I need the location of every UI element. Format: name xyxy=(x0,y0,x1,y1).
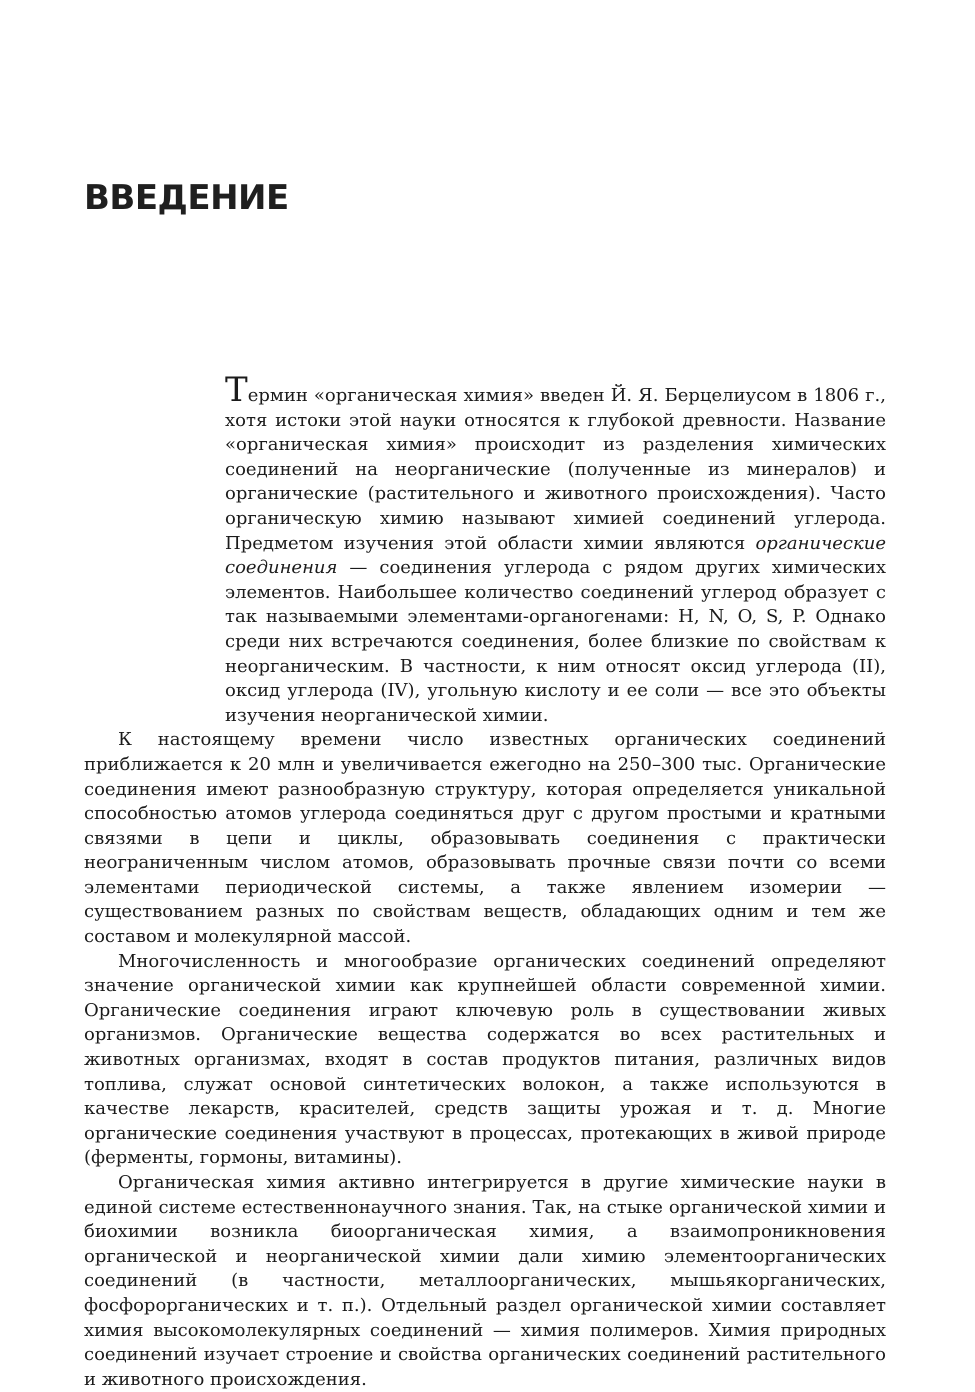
paragraph-1-text: ермин «органическая химия» введен Й. Я. Берцелиусом в 1806 г., хотя истоки этой науки относятся к глубокой древности. Название «органическая химия» происходит из разделения химических соединений на неорганические (полученные из минералов) и органические (растительного и животного происхождения). Часто органическую химию называют химией соединений углерода. Предметом изучения этой области химии являются xyxy=(225,385,886,554)
paragraph-4: Органическая химия активно интегрируется в другие химические науки в единой системе естественнонаучного знания. Так, на стыке органической химии и биохимии возникла биоорганическая химия, а взаимопроникновения органической и неорганической химии дали химию элементоорганических соединений (в частности, металлоорганических, мышьякорганических, фосфорорганических и т. п.). Отдельный раздел органической химии составляет химия высокомолекулярных соединений — химия полимеров. Химия природных соединений изучает строение и свойства органических соединений растительного и животного происхождения. xyxy=(84,1172,886,1390)
paragraph-3: Многочисленность и многообразие органических соединений определяют значение органической химии как крупнейшей области современной химии. Органические соединения играют ключевую роль в существовании живых организмов. Органические вещества содержатся во всех растительных и животных организмах, входят в состав продуктов питания, различных видов топлива, служат основой синтетических волокон, а также используются в качестве лекарств, красителей, средств защиты урожая и т. д. Многие органические соединения участвуют в процессах, протекающих в живой природе (ферменты, гормоны, витамины). xyxy=(84,950,886,1169)
drop-cap-letter: Т xyxy=(225,370,248,410)
paragraph-1-text-continued: — соединения углерода с рядом других химических элементов. Наибольшее количество соединений углерод образует с так называемыми элементами-органогенами: H, N, O, S, P. Однако среди них встречаются соединения, более близкие по свойствам к неорганическим. В частности, к ним относят оксид углерода (II), оксид углерода (IV), угольную кислоту и ее соли — все это объекты изучения неорганической химии. xyxy=(225,557,886,726)
emphasized-term: органические соединения xyxy=(225,532,886,579)
chapter-body xyxy=(84,370,886,1392)
chapter-title: ВВЕДЕНИЕ xyxy=(84,178,289,218)
paragraph-1 xyxy=(84,370,886,728)
paragraph-2: К настоящему времени число известных органических соединений приближается к 20 млн и увеличивается ежегодно на 250–300 тыс. Органические соединения имеют разнообразную структуру, которая определяется уникальной способностью атомов углерода соединяться друг с другом простыми и кратными связями в цепи и циклы, образовывать соединения с практически неограниченным числом атомов, образовывать прочные связи почти со всеми элементами периодической системы, а также явлением изомерии — существованием разных по свойствам веществ, обладающих одним и тем же составом и молекулярной массой. xyxy=(84,729,886,948)
